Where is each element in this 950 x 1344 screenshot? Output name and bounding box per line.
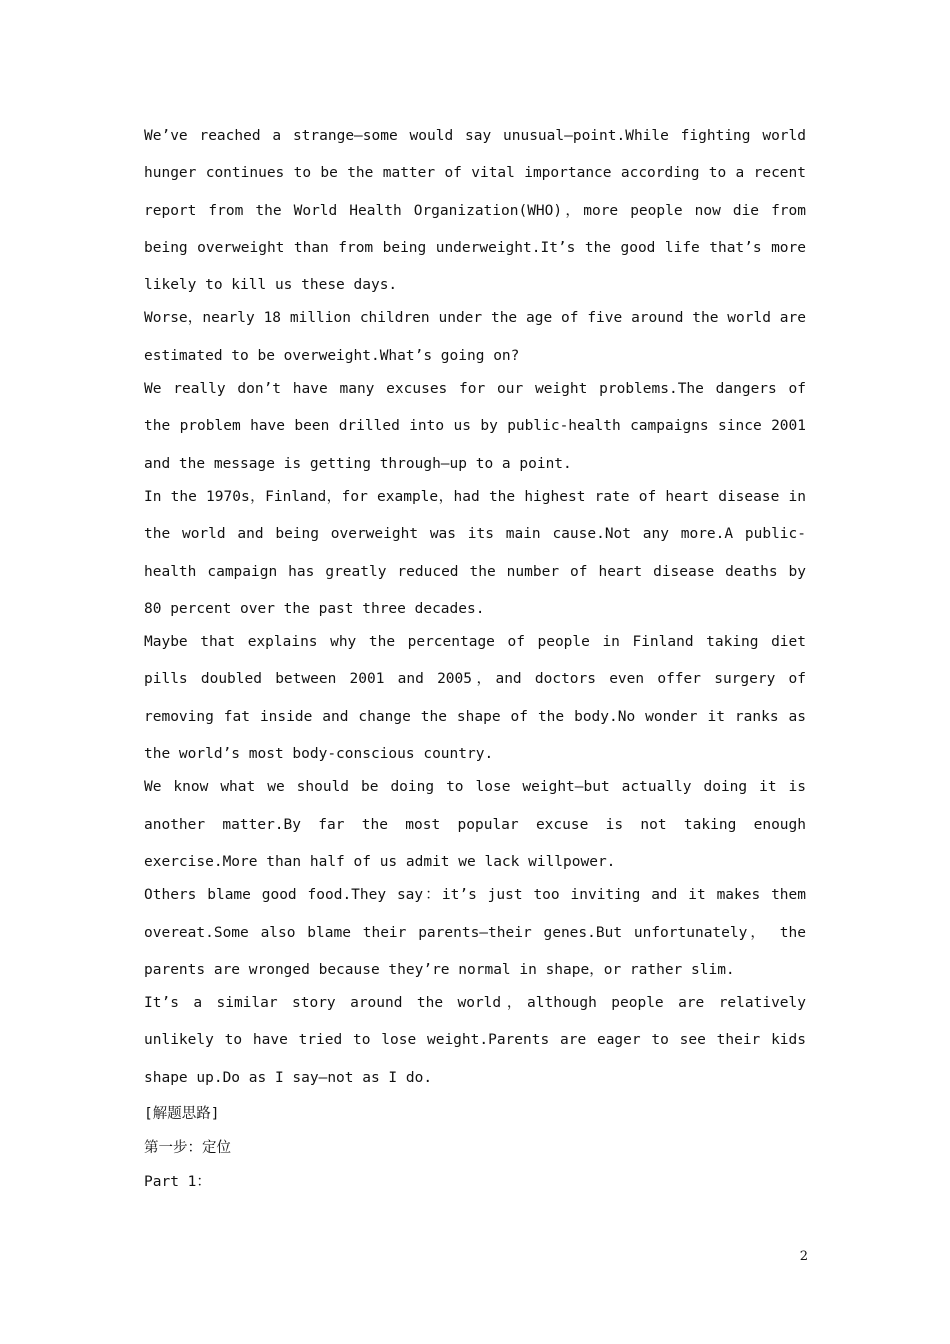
section-label: [解题思路]	[144, 1106, 220, 1123]
document-body	[144, 118, 806, 1199]
paragraph-1: We’ve reached a strange—some would say unusual—point.While fighting world hunger continues to be the matter of vital importance according to a recent report from the World Health Organization(WHO)，more people now die from being overweight than from being underweight.It’s the good life that’s more likely to kill us these days.	[144, 128, 806, 294]
paragraph-7: Others blame good food.They say：it’s just too inviting and it makes them overeat.Some also blame their parents—their genes.But unfortunately， the parents are wronged because they’re normal in shape，or rather slim.	[144, 887, 806, 978]
paragraph-8: It’s a similar story around the world，although people are relatively unlikely to have tried to lose weight.Parents are eager to see their kids shape up.Do as I say—not as I do.	[144, 995, 806, 1086]
paragraph-4: In the 1970s，Finland，for example，had the highest rate of heart disease in the world and being overweight was its main cause.Not any more.A public-health campaign has greatly reduced the number of heart disease deaths by 80 percent over the past three decades.	[144, 488, 806, 617]
paragraph-6: We know what we should be doing to lose weight—but actually doing it is another matter.By far the most popular excuse is not taking enough exercise.More than half of us admit we lack willpower.	[144, 779, 806, 870]
part-label: Part 1：	[144, 1174, 211, 1191]
paragraph-3: We really don’t have many excuses for our weight problems.The dangers of the problem have been drilled into us by public-health campaigns since 2001 and the message is getting through—up to a point.	[144, 381, 806, 472]
step-label: 第一步：定位	[144, 1140, 231, 1157]
paragraph-2: Worse，nearly 18 million children under the age of five around the world are estimated to be overweight.What’s going on?	[144, 310, 806, 364]
paragraph-5: Maybe that explains why the percentage of people in Finland taking diet pills doubled between 2001 and 2005，and doctors even offer surgery of removing fat inside and change the shape of the body.No wonder it ranks as the world’s most body-conscious country.	[144, 634, 806, 763]
page-number: 2	[799, 1249, 808, 1264]
